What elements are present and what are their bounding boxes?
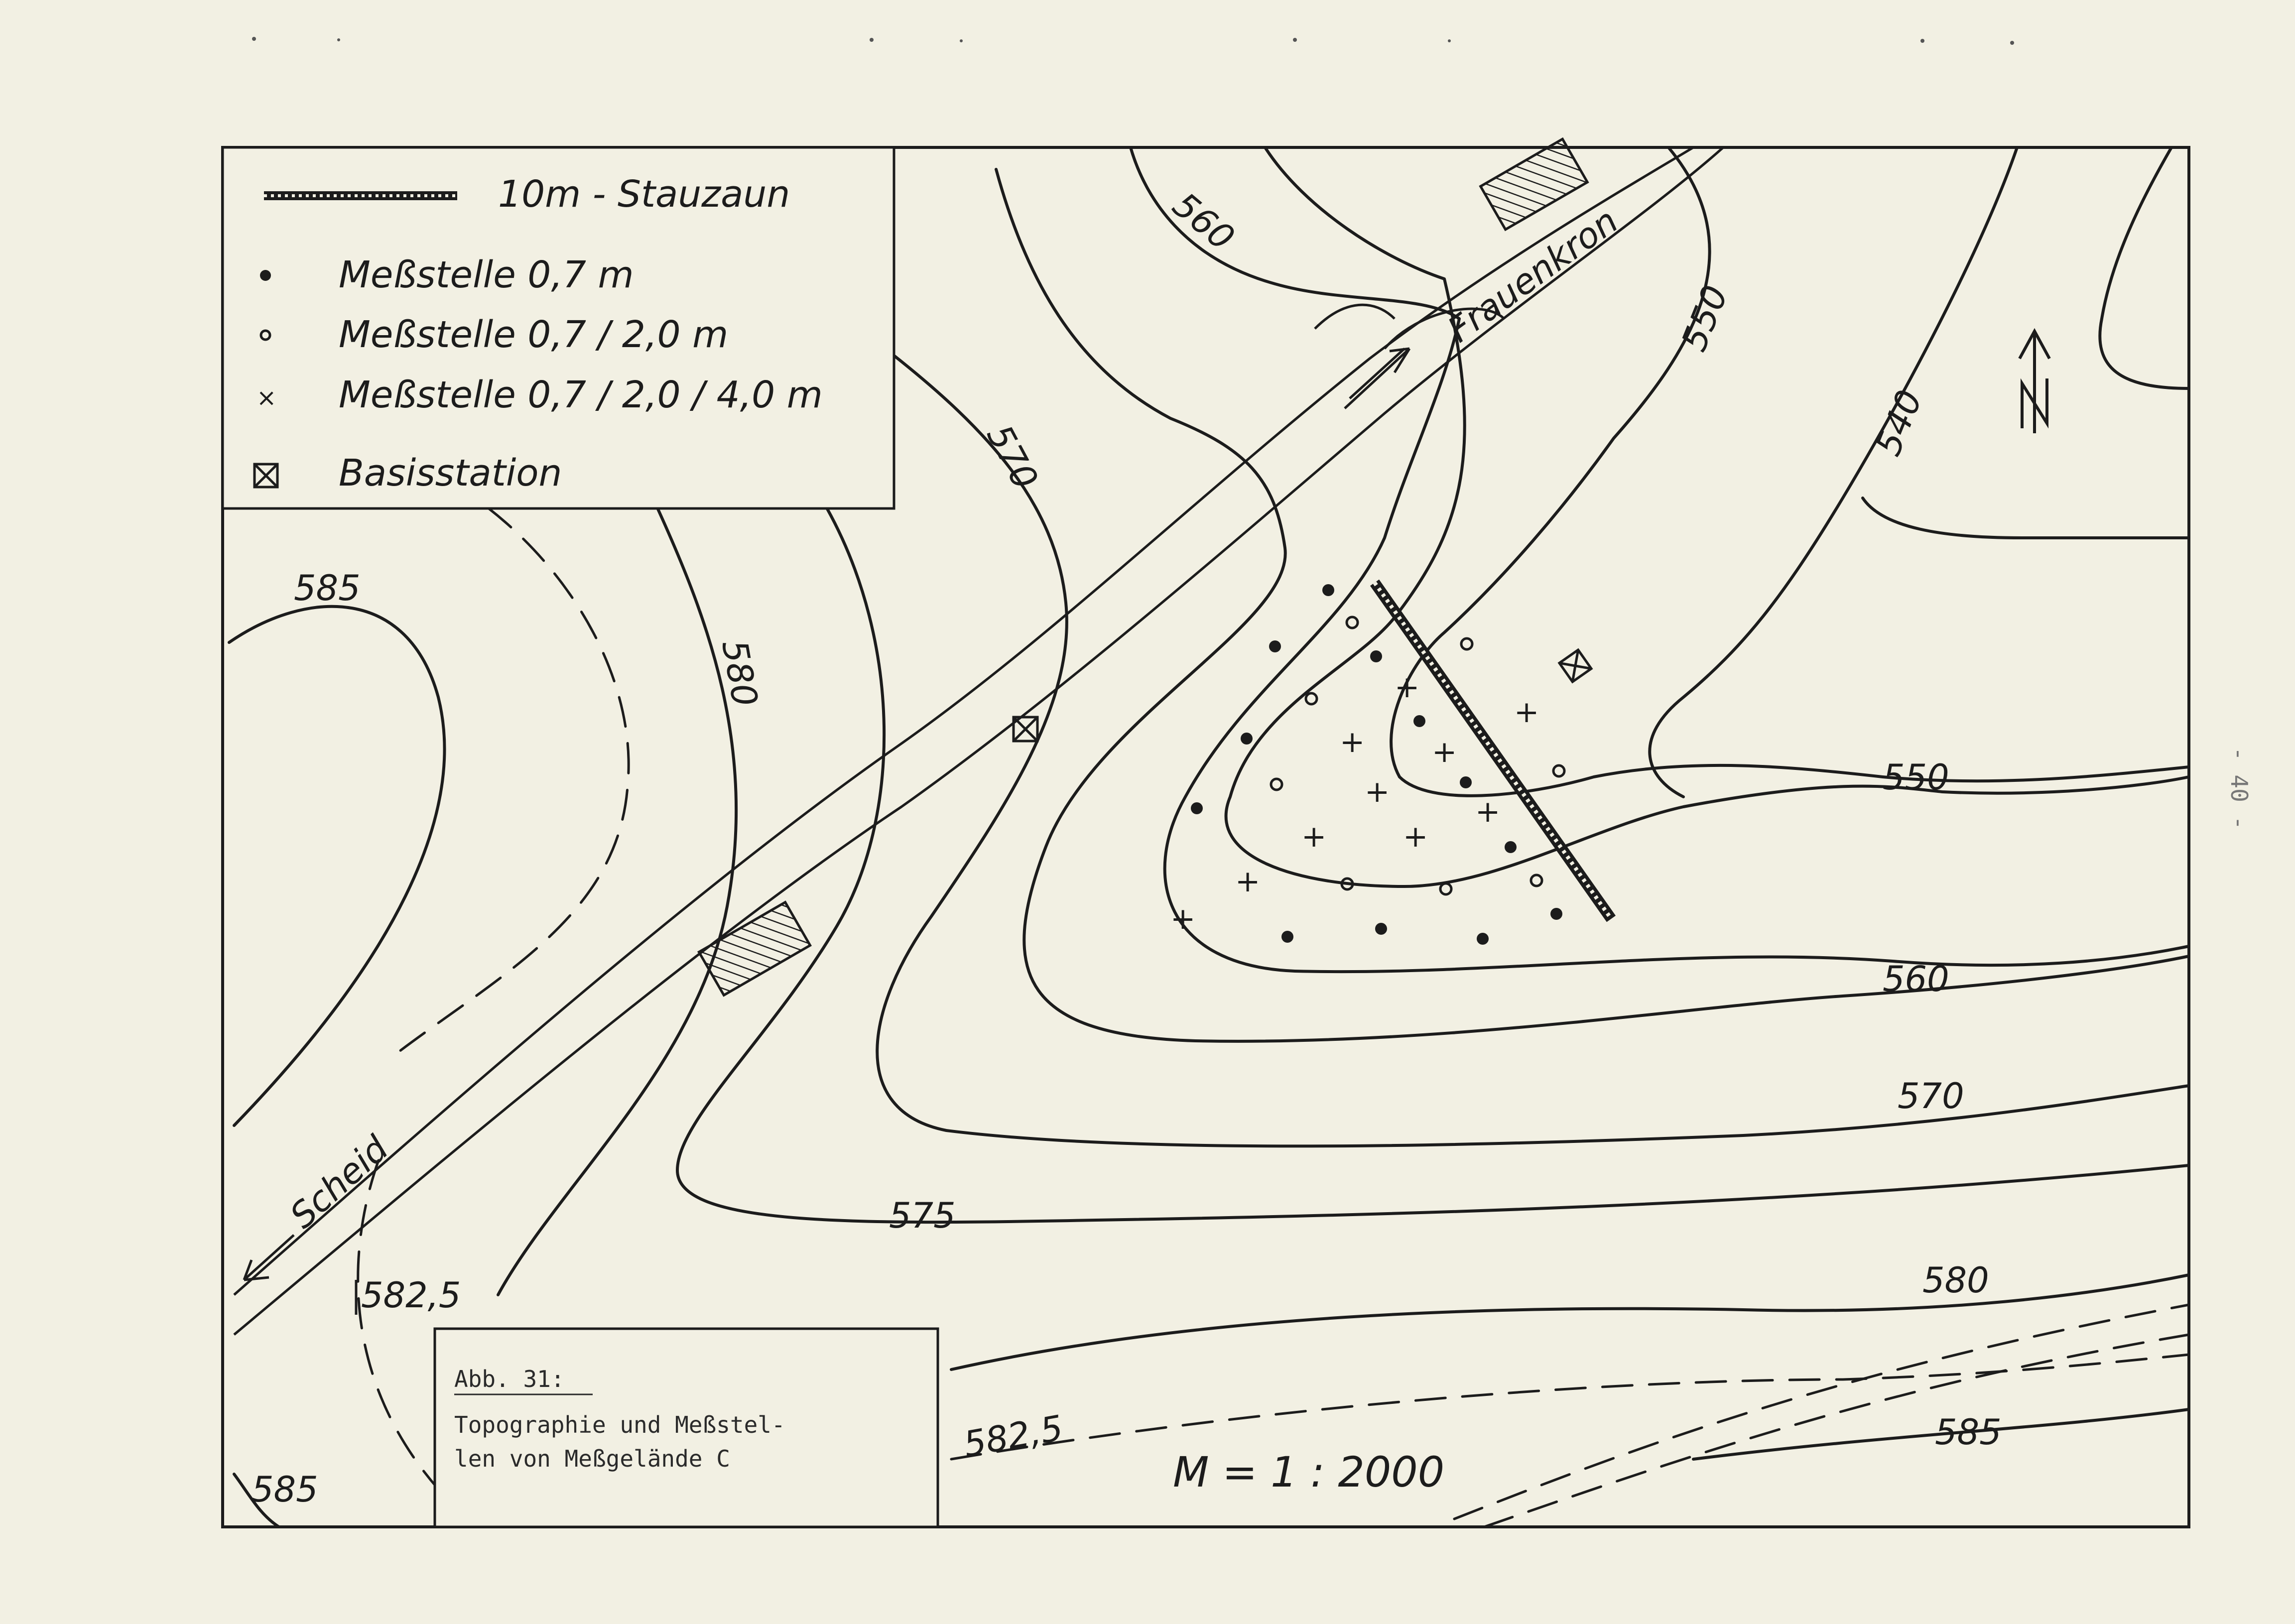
contour-540-inner [2100, 147, 2189, 388]
legend-point-07-label: Meßstelle 0,7 m [339, 253, 634, 296]
stauzaun-fence [1375, 583, 1611, 919]
legend-point-072040-label: Meßstelle 0,7 / 2,0 / 4,0 m [339, 374, 823, 416]
points-072040 [1170, 670, 1539, 936]
map-scale: M = 1 : 2000 [1173, 1448, 1445, 1497]
contour-540 [1650, 147, 2017, 797]
cross-marker: + [1475, 794, 1501, 829]
scheid-arrow [244, 1235, 294, 1280]
road-label-scheid: Scheid [282, 1127, 396, 1237]
caption-line-1: Topographie und Meßstel- [454, 1411, 785, 1438]
contour-580-bottom [951, 1275, 2189, 1370]
label-582-bottom: 582,5 [960, 1407, 1066, 1465]
dashed-road-bottom-1 [1454, 1305, 2189, 1519]
label-585: 585 [294, 568, 361, 609]
cross-marker: + [1514, 695, 1539, 730]
dashed-road-bottom-2 [1484, 1335, 2189, 1527]
legend-dot-symbol [260, 270, 271, 281]
cross-marker: + [1340, 725, 1365, 759]
contour-540-tip [1863, 498, 2189, 538]
cross-marker: + [1365, 774, 1390, 809]
dashed-582-left [393, 508, 629, 1056]
contour-560-inner [1131, 147, 2189, 972]
label-580-right: 580 [1922, 1260, 1989, 1301]
label-550: 550 [1673, 279, 1736, 357]
base-station-icon [1014, 717, 1037, 741]
figure-caption [435, 1329, 938, 1527]
legend-fence-label: 10m - Stauzaun [498, 173, 790, 216]
cross-marker: + [1395, 670, 1420, 705]
contour-550-inner [1391, 147, 2189, 796]
label-585-right: 585 [1935, 1412, 2002, 1453]
cross-marker: + [1301, 819, 1327, 854]
north-arrow-icon [2020, 331, 2049, 433]
base-station-icon [1559, 650, 1591, 682]
caption-figure-number: Abb. 31: [454, 1366, 565, 1392]
cross-marker: + [1170, 901, 1196, 936]
label-580: 580 [714, 636, 766, 710]
label-560-right: 560 [1883, 959, 1949, 999]
contour-585-left [229, 607, 444, 1125]
legend-point-0720-label: Meßstelle 0,7 / 2,0 m [339, 313, 729, 356]
contour-580-left [498, 508, 736, 1295]
label-585-corner: 585 [252, 1469, 318, 1510]
road-label-frauenkron: Frauenkron [1440, 200, 1626, 351]
label-560: 560 [1165, 184, 1243, 258]
label-570-right: 570 [1898, 1076, 1964, 1117]
cross-marker: + [1432, 735, 1457, 769]
page-number: - 40 - [2226, 747, 2253, 830]
label-540: 540 [1867, 384, 1930, 462]
label-582-left: 582,5 [361, 1275, 461, 1316]
cross-marker: + [1235, 864, 1261, 899]
legend [223, 147, 894, 508]
cross-marker: + [1403, 819, 1428, 854]
legend-base-label: Basisstation [339, 452, 562, 495]
legend-cross-symbol: × [256, 384, 277, 412]
label-570: 570 [978, 418, 1046, 496]
dashed-582-lower [358, 1160, 438, 1489]
label-575: 575 [889, 1195, 956, 1236]
label-550-right: 550 [1883, 757, 1949, 798]
caption-line-2: len von Meßgelände C [454, 1445, 730, 1472]
